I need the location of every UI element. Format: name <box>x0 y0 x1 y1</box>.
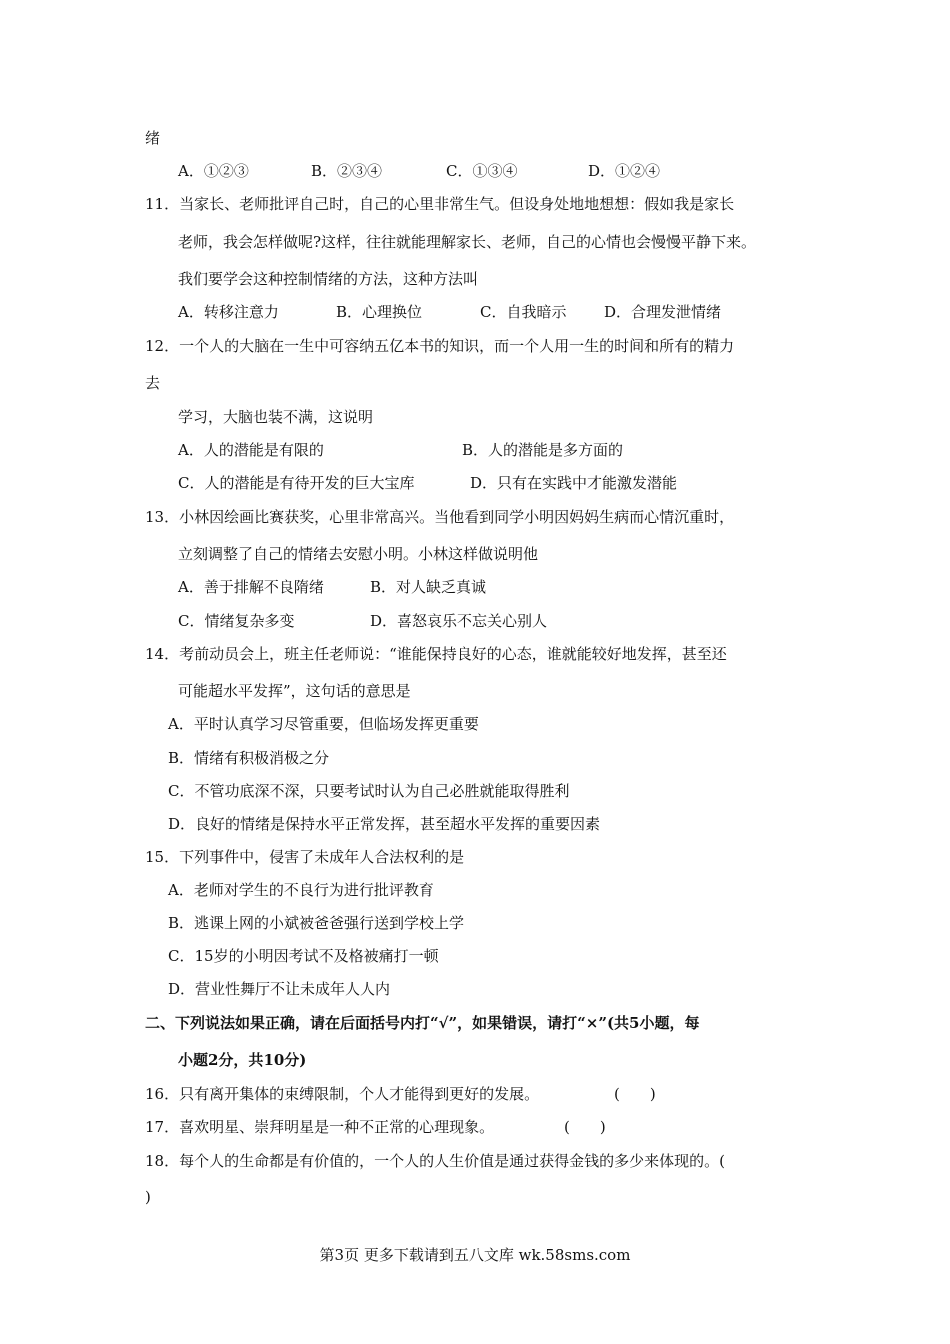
q14-stem-line2: 可能超水平发挥”，这句话的意思是 <box>178 682 411 700</box>
q10-option-b: B．②③④ <box>311 162 383 180</box>
q11-option-d: D．合理发泄情绪 <box>604 303 722 321</box>
q11-option-a: A．转移注意力 <box>178 303 279 321</box>
q13-option-c: C．情绪复杂多变 <box>178 612 295 630</box>
q16-statement: 16．只有离开集体的束缚限制，个人才能得到更好的发展。 <box>145 1085 540 1103</box>
q12-stem-line1: 12．一个人的大脑在一生中可容纳五亿本书的知识，而一个人用一生的时间和所有的精力 <box>145 337 735 355</box>
q14-option-d: D．良好的情绪是保持水平正常发挥，甚至超水平发挥的重要因素 <box>168 815 601 833</box>
q15-option-d: D．营业性舞厅不让未成年人人内 <box>168 980 391 998</box>
page-footer: 第3页 更多下载请到五八文库 wk.58sms.com <box>319 1246 631 1264</box>
q12-option-d: D．只有在实践中才能激发潜能 <box>470 474 678 492</box>
q11-stem-line3: 我们要学会这种控制情绪的方法，这种方法叫 <box>178 270 479 288</box>
q12-option-b: B．人的潜能是多方面的 <box>462 441 624 459</box>
q13-option-a: A．善于排解不良隋绪 <box>178 578 324 596</box>
q14-option-b: B．情绪有积极消极之分 <box>168 749 330 767</box>
q15-stem-line1: 15．下列事件中，侵害了未成年人合法权利的是 <box>145 848 465 866</box>
q12-stem-line3: 学习，大脑也装不满，这说明 <box>178 408 374 426</box>
q15-option-b: B．逃课上网的小斌被爸爸强行送到学校上学 <box>168 914 465 932</box>
q15-option-a: A．老师对学生的不良行为进行批评教育 <box>168 881 434 899</box>
q10-tail-text: 绪 <box>145 129 161 147</box>
q10-option-a: A．①②③ <box>178 162 249 180</box>
q16-answer-blank[interactable]: ( ) <box>614 1085 656 1103</box>
q11-option-c: C．自我暗示 <box>480 303 567 321</box>
q12-stem-line2: 去 <box>145 374 161 392</box>
q11-stem-line1: 11．当家长、老师批评自己时，自己的心里非常生气。但设身处地地想想：假如我是家长 <box>145 195 735 213</box>
q14-option-c: C．不管功底深不深，只要考试时认为自己必胜就能取得胜利 <box>168 782 570 800</box>
q13-option-b: B．对人缺乏真诚 <box>370 578 487 596</box>
q13-option-d: D．喜怒哀乐不忘关心别人 <box>370 612 548 630</box>
q18-statement: 18．每个人的生命都是有价值的，一个人的人生价值是通过获得金钱的多少来体现的。( <box>145 1152 725 1170</box>
q10-option-d: D．①②④ <box>588 162 661 180</box>
section2-heading-line2: 小题2分，共10分) <box>178 1051 307 1069</box>
q12-option-a: A．人的潜能是有限的 <box>178 441 324 459</box>
q15-option-c: C．15岁的小明因考试不及格被痛打一顿 <box>168 947 439 965</box>
q13-stem-line1: 13．小林因绘画比赛获奖，心里非常高兴。当他看到同学小明因妈妈生病而心情沉重时， <box>145 508 735 526</box>
q17-statement: 17．喜欢明星、崇拜明星是一种不正常的心理现象。 <box>145 1118 495 1136</box>
q13-stem-line2: 立刻调整了自己的情绪去安慰小明。小林这样做说明他 <box>178 545 539 563</box>
q18-answer-close[interactable]: ) <box>145 1188 151 1206</box>
q14-stem-line1: 14．考前动员会上，班主任老师说：“谁能保持良好的心态，谁就能较好地发挥，甚至还 <box>145 645 727 663</box>
q11-stem-line2: 老师，我会怎样做呢?这样，往往就能理解家长、老师，自己的心情也会慢慢平静下来。 <box>178 233 757 251</box>
q10-option-c: C．①③④ <box>446 162 518 180</box>
q12-option-c: C．人的潜能是有待开发的巨大宝库 <box>178 474 415 492</box>
q11-option-b: B．心理换位 <box>336 303 423 321</box>
q17-answer-blank[interactable]: ( ) <box>564 1118 606 1136</box>
q14-option-a: A．平时认真学习尽管重要，但临场发挥更重要 <box>168 715 479 733</box>
section2-heading-line1: 二、下列说法如果正确，请在后面括号内打“√”，如果错误，请打“×”(共5小题，每 <box>145 1014 700 1032</box>
